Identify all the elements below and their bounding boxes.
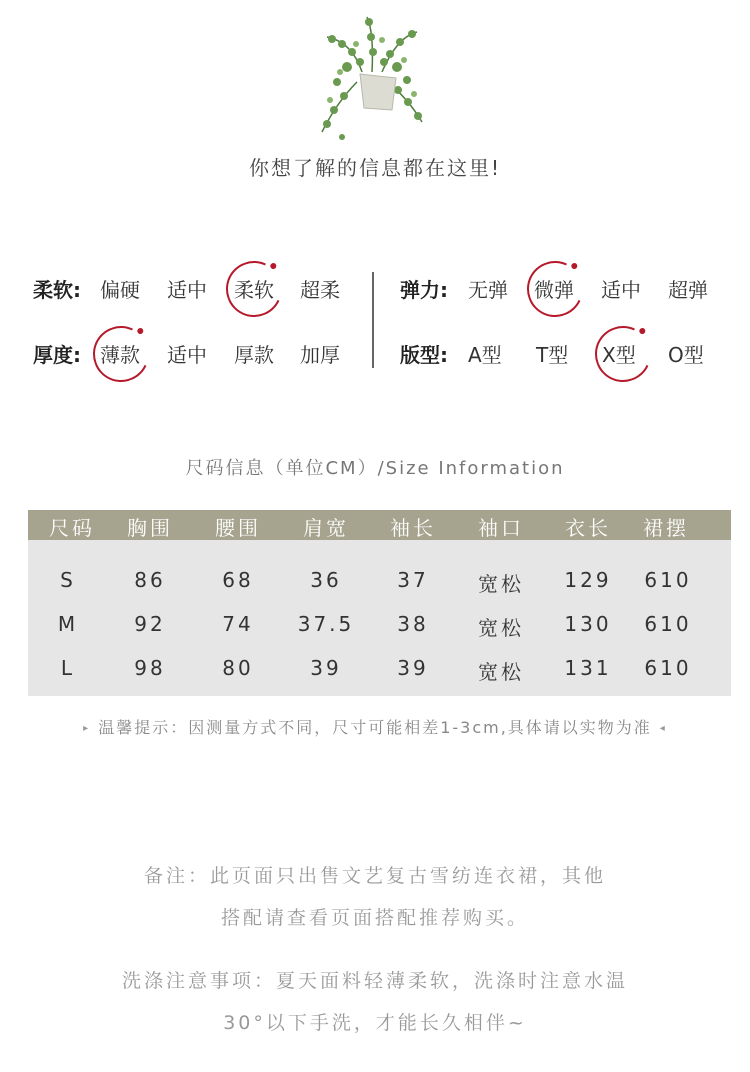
table-cell: M	[57, 612, 79, 636]
softness-option: 适中	[167, 278, 207, 302]
header-cell: 袖长	[390, 516, 436, 540]
table-cell: 80	[222, 656, 254, 680]
thickness-label: 厚度:	[33, 343, 81, 367]
table-cell: 宽松	[478, 660, 524, 684]
softness-option: 超柔	[300, 278, 340, 302]
fit-option: A型	[468, 343, 502, 367]
fit-option: O型	[668, 343, 704, 367]
page-headline: 你想了解的信息都在这里!	[248, 156, 502, 180]
softness-option-selected: 柔软	[234, 278, 274, 302]
table-cell: 68	[222, 568, 254, 592]
header-cell: 腰围	[215, 516, 261, 540]
potted-plant-icon	[312, 12, 432, 147]
elasticity-row	[378, 268, 750, 308]
softness-label: 柔软:	[33, 278, 81, 302]
table-cell: 宽松	[478, 616, 524, 640]
table-cell: L	[60, 656, 76, 680]
header-cell: 肩宽	[303, 516, 349, 540]
elasticity-option: 适中	[601, 278, 641, 302]
fit-row	[378, 333, 750, 373]
wash-line-2: 30°以下手洗，才能长久相伴~	[223, 1012, 527, 1034]
thickness-row	[0, 333, 372, 373]
table-cell: 131	[564, 656, 612, 680]
thickness-option-selected: 薄款	[100, 343, 140, 367]
header-cell: 裙摆	[643, 516, 689, 540]
table-cell: 39	[310, 656, 342, 680]
measurement-tip	[0, 715, 750, 738]
header-cell: 袖口	[478, 516, 524, 540]
remark-line-1: 备注：此页面只出售文艺复古雪纺连衣裙，其他	[143, 865, 606, 887]
size-table-header	[28, 510, 731, 540]
table-cell: 610	[644, 612, 692, 636]
table-cell: 92	[134, 612, 166, 636]
triangle-right-icon: ▸	[83, 723, 91, 734]
elasticity-option: 无弹	[468, 278, 508, 302]
header-cell: 胸围	[127, 516, 173, 540]
tip-text: 温馨提示：因测量方式不同，尺寸可能相差1-3cm,具体请以实物为准	[98, 718, 652, 737]
table-cell: 74	[222, 612, 254, 636]
thickness-option: 适中	[167, 343, 207, 367]
table-cell: 98	[134, 656, 166, 680]
header-cell: 衣长	[565, 516, 611, 540]
table-cell: 86	[134, 568, 166, 592]
thickness-option: 厚款	[234, 343, 274, 367]
triangle-left-icon: ◂	[659, 723, 667, 734]
softness-row	[0, 268, 372, 308]
elasticity-option: 超弹	[668, 278, 708, 302]
softness-option: 偏硬	[100, 278, 140, 302]
attribute-divider	[372, 272, 374, 368]
table-cell: 37.5	[297, 612, 355, 636]
table-cell: 39	[397, 656, 429, 680]
size-info-title: 尺码信息（单位CM）/Size Information	[185, 458, 565, 479]
table-cell: 宽松	[478, 572, 524, 596]
fit-option-selected: X型	[602, 343, 636, 367]
fit-label: 版型:	[400, 343, 448, 367]
fit-option: T型	[536, 343, 569, 367]
table-cell: 36	[310, 568, 342, 592]
elasticity-option-selected: 微弹	[534, 278, 574, 302]
table-cell: 610	[644, 568, 692, 592]
size-table	[28, 510, 731, 696]
thickness-option: 加厚	[300, 343, 340, 367]
remark-line-2: 搭配请查看页面搭配推荐购买。	[220, 907, 529, 929]
table-cell: 610	[644, 656, 692, 680]
wash-line-1: 洗涤注意事项：夏天面料轻薄柔软，洗涤时注意水温	[121, 970, 628, 992]
table-cell: 37	[397, 568, 429, 592]
table-cell: S	[60, 568, 76, 592]
elasticity-label: 弹力:	[400, 278, 448, 302]
header-cell: 尺码	[49, 516, 95, 540]
table-cell: 129	[564, 568, 612, 592]
table-cell: 38	[397, 612, 429, 636]
table-cell: 130	[564, 612, 612, 636]
